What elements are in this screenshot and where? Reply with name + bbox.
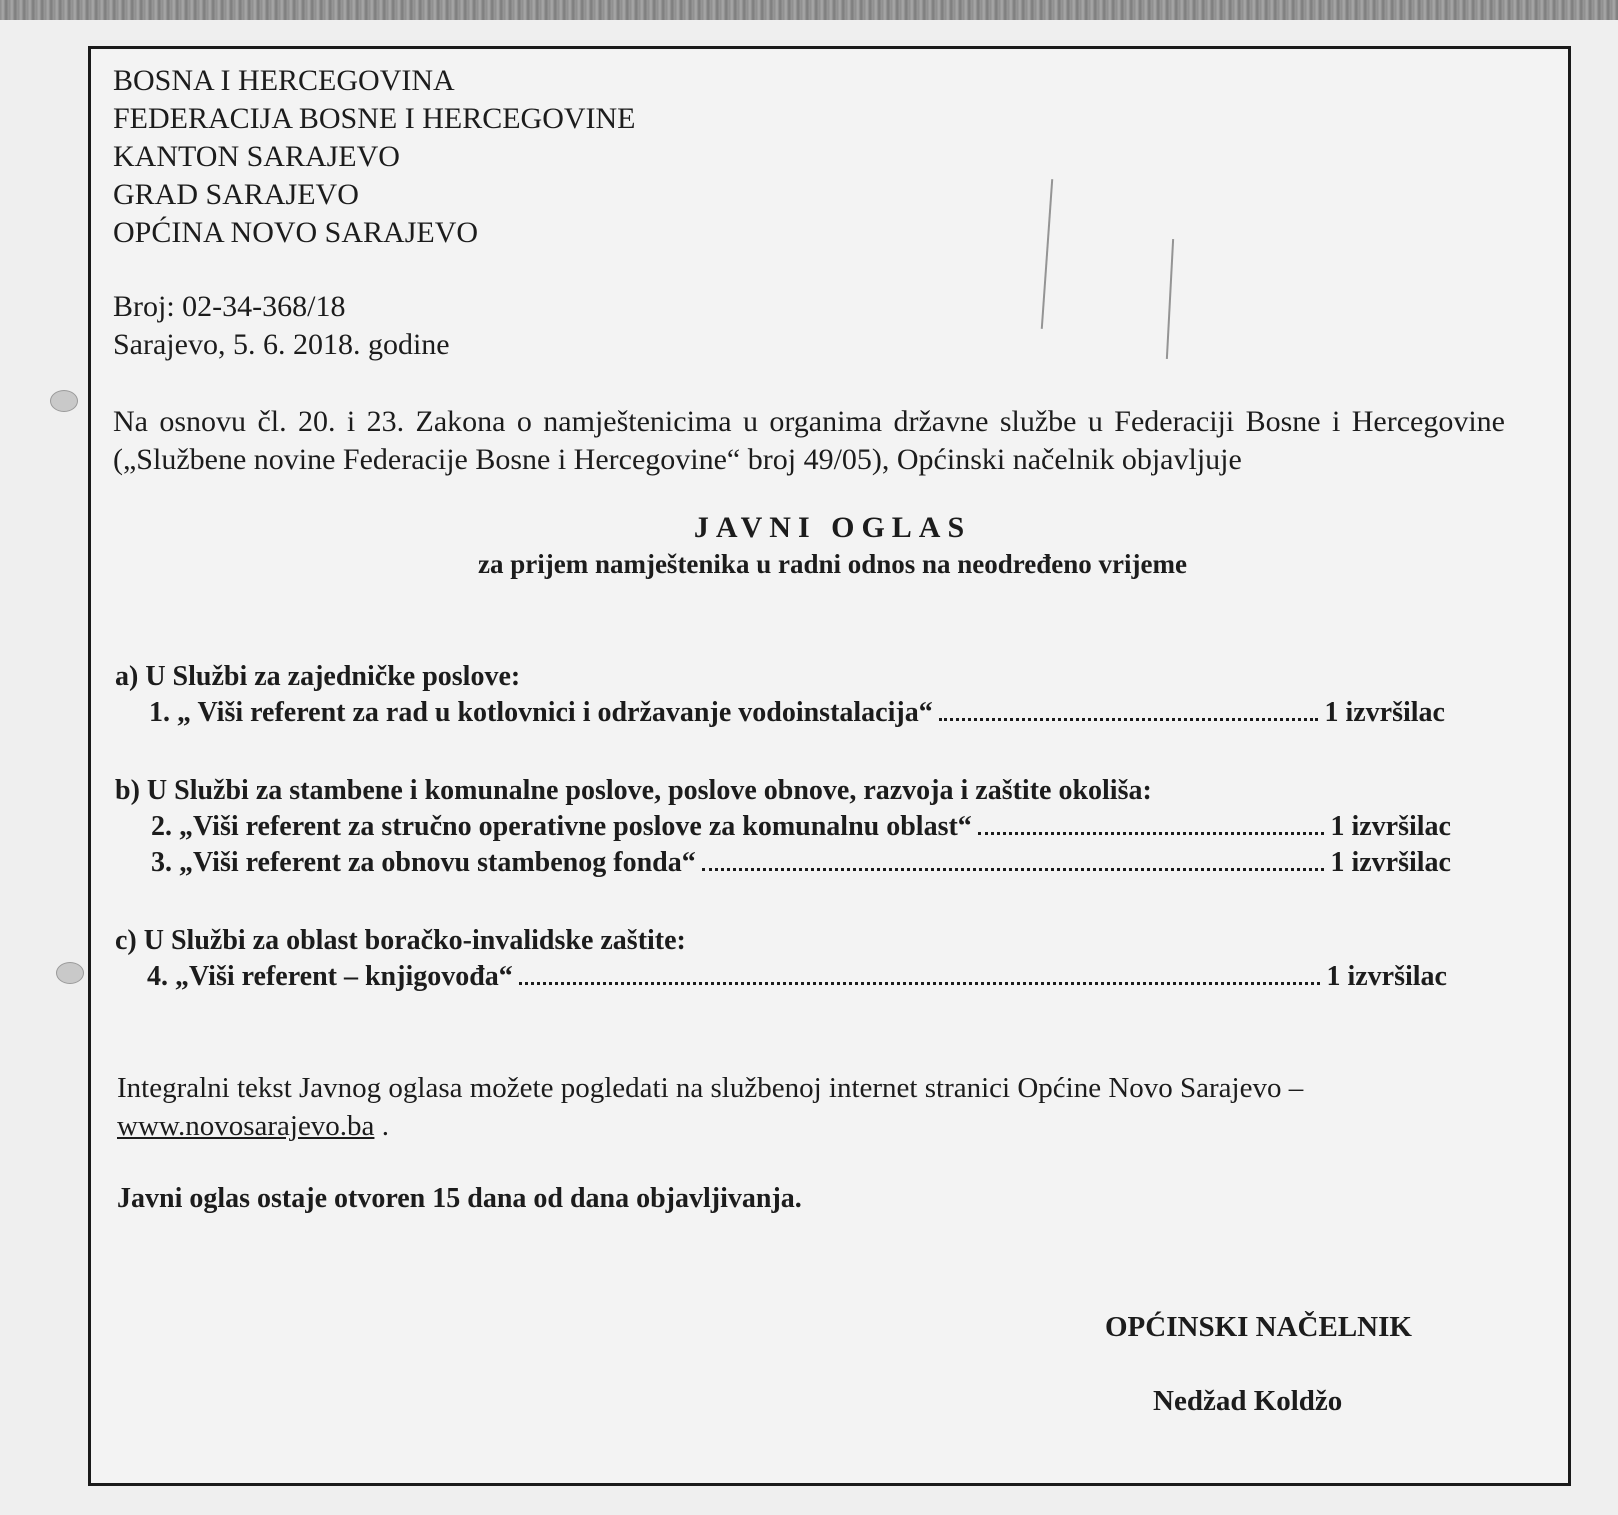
scan-artifact — [1166, 239, 1174, 359]
scanned-top-edge — [0, 0, 1618, 20]
position-count: 1 izvršilac — [1324, 697, 1445, 728]
header-city: GRAD SARAJEVO — [113, 178, 359, 211]
closing-text: Integralni tekst Javnog oglasa možete pogledati na službenoj internet stranici Općine Novo Sarajevo – — [117, 1072, 1304, 1104]
header-municipality: OPĆINA NOVO SARAJEVO — [113, 216, 479, 249]
notice-subtitle: za prijem namještenika u radni odnos na neodređeno vrijeme — [478, 549, 1187, 579]
signatory-title: OPĆINSKI NAČELNIK — [1105, 1311, 1412, 1343]
section-heading: b) U Službi za stambene i komunalne poslove, poslove obnove, razvoja i zaštite okoliša: — [115, 775, 1152, 806]
dot-leader — [978, 812, 1325, 835]
position-count: 1 izvršilac — [1326, 961, 1447, 992]
intro-paragraph: Na osnovu čl. 20. i 23. Zakona o namještenicima u organima državne službe u Federaciji Bosne i Hercegovine („Službene novine Federacije Bosne i Hercegovine“ broj 49/05), Općinski načelnik objavljuje — [113, 405, 1505, 476]
scan-artifact — [1041, 179, 1053, 329]
deadline-notice: Javni oglas ostaje otvoren 15 dana od dana objavljivanja. — [117, 1183, 802, 1214]
position-title: 4. „Viši referent – knjigovođa“ — [147, 961, 513, 992]
position-row — [151, 811, 1451, 843]
position-row — [149, 697, 1445, 729]
binder-hole — [56, 962, 84, 984]
dot-leader — [702, 848, 1325, 871]
position-row — [151, 847, 1451, 879]
position-count: 1 izvršilac — [1330, 811, 1451, 842]
dot-leader — [939, 698, 1319, 721]
header-federation: FEDERACIJA BOSNE I HERCEGOVINE — [113, 102, 636, 135]
header-canton: KANTON SARAJEVO — [113, 140, 400, 173]
public-notice — [88, 46, 1571, 1486]
position-title: 3. „Viši referent za obnovu stambenog fonda“ — [151, 847, 696, 878]
section-heading: c) U Službi za oblast boračko-invalidske zaštite: — [115, 925, 686, 956]
position-row — [147, 961, 1447, 993]
binder-hole — [50, 390, 78, 412]
reference-number: Broj: 02-34-368/18 — [113, 290, 346, 323]
dot-leader — [519, 962, 1321, 985]
position-title: 2. „Viši referent za stručno operativne poslove za komunalnu oblast“ — [151, 811, 972, 842]
issuer-header — [113, 63, 636, 253]
reference-date: Sarajevo, 5. 6. 2018. godine — [113, 328, 450, 361]
document-reference — [113, 289, 450, 365]
link-suffix: . — [374, 1110, 389, 1142]
closing-paragraph — [117, 1069, 1509, 1145]
header-country: BOSNA I HERCEGOVINA — [113, 64, 455, 97]
notice-title: JAVNI OGLAS — [693, 511, 972, 544]
position-count: 1 izvršilac — [1330, 847, 1451, 878]
website-link[interactable]: www.novosarajevo.ba — [117, 1110, 375, 1142]
signatory-name: Nedžad Koldžo — [1153, 1385, 1343, 1417]
position-title: 1. „ Viši referent za rad u kotlovnici i održavanje vodoinstalacija“ — [149, 697, 933, 728]
section-heading: a) U Službi za zajedničke poslove: — [115, 661, 521, 692]
